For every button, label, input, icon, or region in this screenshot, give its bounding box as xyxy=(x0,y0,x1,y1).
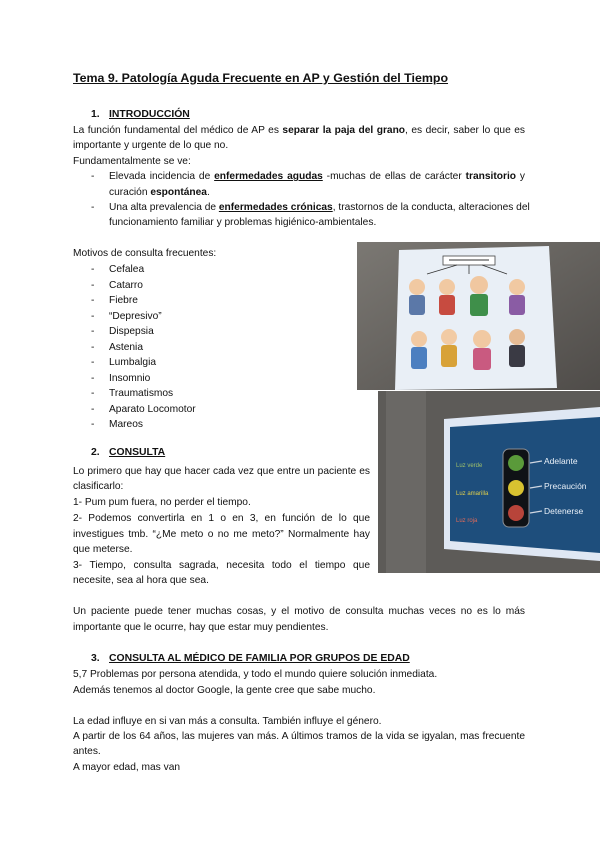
edad-p3: La edad influye en si van más a consulta. También influye el género. xyxy=(73,716,382,727)
bullet-2-line-1: Una alta prevalencia de enfermedades crónicas, trastornos de la conducta, alteraciones del xyxy=(109,202,530,213)
bullet-dash: - xyxy=(91,419,95,430)
section-1-heading xyxy=(91,109,190,120)
motivo-item: Traumatismos xyxy=(109,388,174,399)
edad-p4a: A partir de los 64 años, las mujeres van más. A últimos tramos de la vida se igyalan, mas frecuente xyxy=(73,731,525,742)
bullet-dash: - xyxy=(91,388,95,399)
bullet-2-line-2: funcionamiento familiar y problemas higiénico-ambientales. xyxy=(109,217,377,228)
motivo-item: Mareos xyxy=(109,419,143,430)
section-2-number: 2. xyxy=(91,447,100,458)
motivo-item: Fiebre xyxy=(109,295,138,306)
edad-p2: Además tenemos al doctor Google, la gente cree que sabe mucho. xyxy=(73,685,376,696)
photo-cartoon-poster xyxy=(357,242,600,390)
bullet-dash: - xyxy=(91,341,95,353)
traffic-light-red xyxy=(508,505,524,521)
bullet-dash: - xyxy=(91,326,95,337)
bullet-dash: - xyxy=(91,357,95,368)
section-2-label: CONSULTA xyxy=(109,447,166,458)
bullet-dash: - xyxy=(91,310,95,322)
consulta-p1: Lo primero que hay que hacer cada vez que entre un paciente es xyxy=(73,466,370,477)
motivo-item: Catarro xyxy=(109,279,143,291)
traffic-label-adelante: Adelante xyxy=(544,456,578,466)
traffic-label-detenerse: Detenerse xyxy=(544,506,584,516)
section-2-heading xyxy=(91,447,165,458)
bullet-dash: - xyxy=(91,202,95,213)
motivo-item: Cefalea xyxy=(109,264,145,275)
intro-line-2: importante y urgente de lo que no. xyxy=(73,140,229,151)
section-3-heading xyxy=(91,653,410,664)
motivo-item: Aparato Locomotor xyxy=(109,403,196,415)
edad-p4b: antes. xyxy=(73,746,101,757)
motivo-item: “Depresivo” xyxy=(109,310,162,322)
bullet-1-line-2: curación espontánea. xyxy=(109,187,210,198)
bullet-dash: - xyxy=(91,171,95,182)
consulta-p6b: importante que le ocurre, hay que estar muy pendientes. xyxy=(73,622,329,633)
consulta-p4a: 2- Podemos convertirla en 1 o en 3, en función de lo que xyxy=(73,513,370,524)
motivo-item: Astenia xyxy=(109,341,143,353)
section-1-number: 1. xyxy=(91,109,100,120)
bullet-1-line-1: Elevada incidencia de enfermedades agudas -muchas de ellas de carácter transitorio y xyxy=(109,171,526,182)
section-3-label: CONSULTA AL MÉDICO DE FAMILIA POR GRUPOS DE EDAD xyxy=(109,653,410,664)
consulta-p4c: que meterse. xyxy=(73,544,133,555)
section-3-number: 3. xyxy=(91,653,100,664)
traffic-label-precaucion: Precaución xyxy=(544,481,587,491)
document-title: Tema 9. Patología Aguda Frecuente en AP y Gestión del Tiempo xyxy=(73,71,449,85)
consulta-p5a: 3- Tiempo, consulta sagrada, necesita todo el tiempo que xyxy=(73,560,370,571)
consulta-p2: clasificarlo: xyxy=(73,481,124,492)
svg-text:Luz amarilla: Luz amarilla xyxy=(456,491,489,497)
traffic-light-green xyxy=(508,455,524,471)
consulta-p4b: investigues tmb. “¿Me meto o no me meto?” Normalmente hay xyxy=(73,529,370,540)
section-1-label: INTRODUCCIÓN xyxy=(109,109,190,120)
svg-text:Luz verde: Luz verde xyxy=(456,463,483,469)
consulta-p6a: Un paciente puede tener muchas cosas, y el motivo de consulta muchas veces no es lo más xyxy=(73,606,525,617)
motivo-item: Lumbalgia xyxy=(109,357,157,368)
intro-line-3: Fundamentalmente se ve: xyxy=(73,156,191,167)
edad-p5: A mayor edad, mas van xyxy=(73,762,181,773)
photo-traffic-light-slide xyxy=(378,391,600,573)
bullet-dash: - xyxy=(91,372,95,384)
motivo-item: Insomnio xyxy=(109,372,151,384)
traffic-light-yellow xyxy=(508,480,524,496)
motivo-item: Dispepsia xyxy=(109,326,154,337)
bullet-dash: - xyxy=(91,264,95,275)
consulta-p5b: necesite, sea al hora que sea. xyxy=(73,575,209,586)
intro-line-1: La función fundamental del médico de AP es separar la paja del grano, es decir, saber lo que es xyxy=(73,125,525,136)
bullet-dash: - xyxy=(91,279,95,291)
motivos-heading: Motivos de consulta frecuentes: xyxy=(73,248,217,259)
consulta-p3: 1- Pum pum fuera, no perder el tiempo. xyxy=(73,497,251,508)
svg-text:Luz roja: Luz roja xyxy=(456,518,478,524)
edad-p1: 5,7 Problemas por persona atendida, y todo el mundo quiere solución inmediata. xyxy=(73,669,438,680)
bullet-dash: - xyxy=(91,295,95,306)
bullet-dash: - xyxy=(91,403,95,415)
